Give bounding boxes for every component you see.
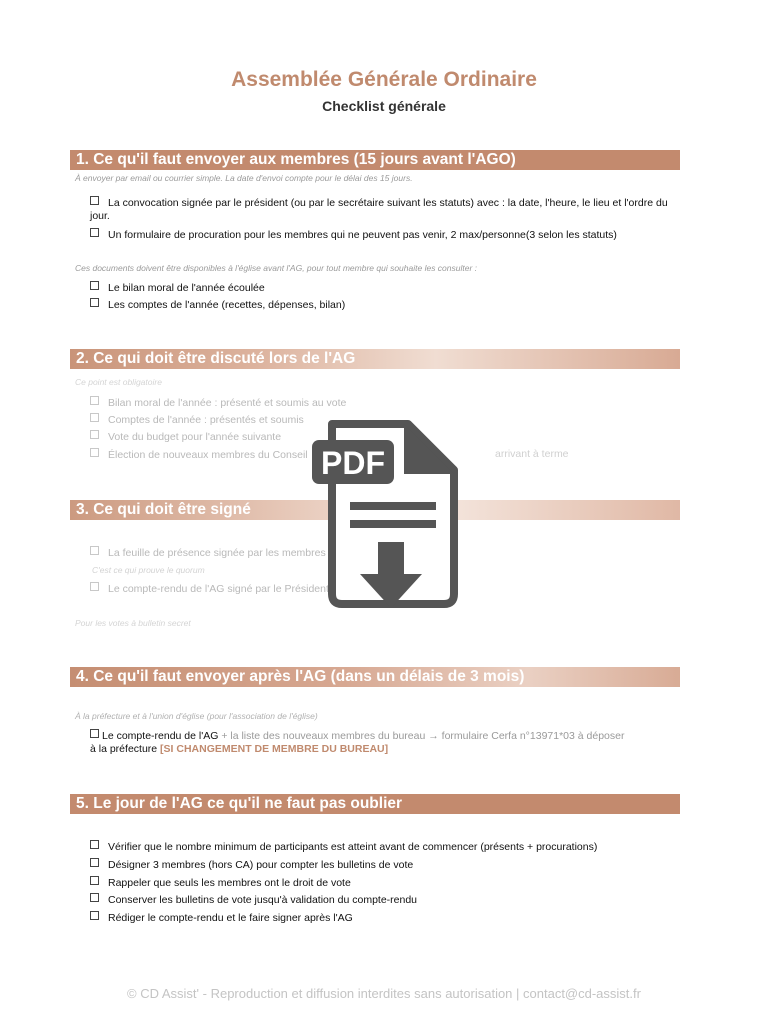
checkbox[interactable] [90, 876, 99, 885]
checkbox[interactable] [90, 582, 99, 591]
checklist-item[interactable]: La feuille de présence signée par les membres [90, 546, 675, 560]
section-3-heading: 3. Ce qui doit être signé [70, 500, 680, 520]
page-subtitle: Checklist générale [322, 98, 446, 114]
section-4-note: À la préfecture et à l'union d'église (pour l'association de l'église) [75, 711, 318, 721]
section-3-note-2: Pour les votes à bulletin secret [75, 618, 191, 628]
page-title: Assemblée Générale Ordinaire [231, 68, 537, 91]
section-1-note-2: Ces documents doivent être disponibles à l'église avant l'AG, pour tout membre qui souhaite les consulter : [75, 263, 478, 273]
checklist-item[interactable]: Conserver les bulletins de vote jusqu'à validation du compte-rendu [90, 893, 675, 907]
checklist-item[interactable]: Le bilan moral de l'année écoulée [90, 281, 675, 295]
section-1-heading: 1. Ce qu'il faut envoyer aux membres (15 jours avant l'AGO) [70, 150, 680, 170]
checklist-item[interactable]: Comptes de l'année : présentés et soumis [90, 413, 675, 427]
section-2-heading: 2. Ce qui doit être discuté lors de l'AG [70, 349, 680, 369]
condition-highlight: [SI CHANGEMENT DE MEMBRE DU BUREAU] [160, 743, 389, 755]
checklist-item[interactable]: Un formulaire de procuration pour les membres qui ne peuvent pas venir, 2 max/personne(3 selon les statuts) [90, 228, 675, 242]
checklist-item[interactable]: Les comptes de l'année (recettes, dépenses, bilan) [90, 298, 675, 312]
checkbox[interactable] [90, 729, 99, 738]
section-5-heading: 5. Le jour de l'AG ce qu'il ne faut pas oublier [70, 794, 680, 814]
checklist-item[interactable]: Élection de nouveaux membres du Conseil [90, 448, 675, 462]
svg-text:PDF: PDF [321, 445, 385, 481]
checkbox[interactable] [90, 228, 99, 237]
checkbox[interactable] [90, 840, 99, 849]
item-trailing-text: arrivant à terme [495, 448, 569, 460]
checkbox[interactable] [90, 196, 99, 205]
checkbox[interactable] [90, 430, 99, 439]
checkbox[interactable] [90, 396, 99, 405]
section-4-heading: 4. Ce qu'il faut envoyer après l'AG (dans un délais de 3 mois) [70, 667, 680, 687]
checklist-item[interactable]: Vote du budget pour l'année suivante [90, 430, 675, 444]
checklist-item[interactable]: Rédiger le compte-rendu et le faire signer après l'AG [90, 911, 675, 925]
checklist-item[interactable]: Rappeler que seuls les membres ont le droit de vote [90, 876, 675, 890]
checkbox[interactable] [90, 448, 99, 457]
section-1-note: À envoyer par email ou courrier simple. La date d'envoi compte pour le délai des 15 jours. [75, 173, 413, 183]
checklist-item[interactable]: Désigner 3 membres (hors CA) pour compter les bulletins de vote [90, 858, 675, 872]
section-3-note: C'est ce qui prouve le quorum [92, 565, 205, 575]
pdf-download-icon[interactable] [312, 420, 458, 608]
checklist-item[interactable]: La convocation signée par le président (ou par le secrétaire suivant les statuts) avec : la date, l'heure, le lieu et l'ordre du jour. [90, 197, 668, 222]
checklist-item[interactable]: Bilan moral de l'année : présenté et soumis au vote [90, 396, 675, 410]
checkbox[interactable] [90, 546, 99, 555]
section-2-note: Ce point est obligatoire [75, 377, 162, 387]
footer-copyright: © CD Assist' - Reproduction et diffusion interdites sans autorisation | contact@cd-assist.fr [127, 986, 641, 1001]
checklist-item[interactable]: Vérifier que le nombre minimum de participants est atteint avant de commencer (présents + procurations) [90, 840, 675, 854]
checkbox[interactable] [90, 413, 99, 422]
checkbox[interactable] [90, 893, 99, 902]
checkbox[interactable] [90, 298, 99, 307]
checklist-item[interactable]: Le compte-rendu de l'AG signé par le Président [90, 582, 675, 596]
checkbox[interactable] [90, 858, 99, 867]
checkbox[interactable] [90, 911, 99, 920]
checklist-item[interactable]: Le compte-rendu de l'AG + la liste des nouveaux membres du bureau → formulaire Cerfa n°13971*03 à déposer à la préfecture [SI CHANGEMENT DE MEMBRE DU BUREAU] [90, 730, 625, 755]
checkbox[interactable] [90, 281, 99, 290]
